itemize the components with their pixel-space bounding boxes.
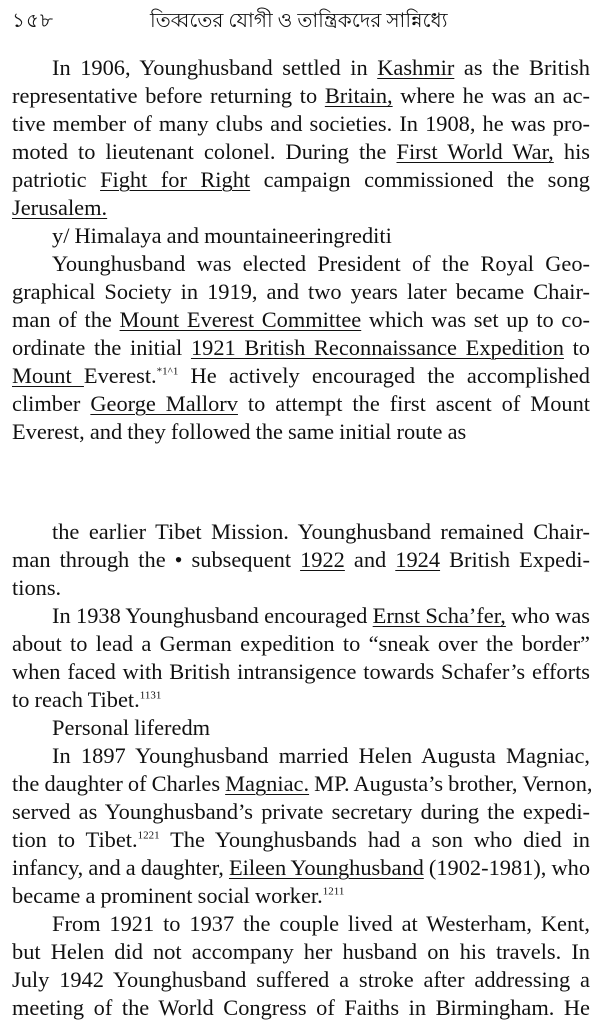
footnote-ref[interactable]: 1221 — [137, 829, 160, 842]
text-line: man of the Mount Everest Committee which was set up to co- — [12, 307, 590, 332]
link-kashmir[interactable]: Kashmir — [377, 55, 455, 80]
link-1921-expedition[interactable]: 1921 British Reconnaissance Expedition — [190, 335, 564, 360]
text-line: representative before returning to Britain, where he was an ac- — [12, 83, 591, 108]
link-1922[interactable]: 1922 — [300, 547, 345, 572]
text-line: From 1921 to 1937 the couple lived at Westerham, Kent, — [52, 911, 590, 936]
text-line: became a prominent social worker.$^{1211}$ — [12, 883, 345, 908]
text-line: Younghusband was elected President of the Royal Geo- — [52, 251, 590, 276]
text-line: about to lead a German expedition to “sneak over the border” — [12, 631, 590, 656]
text-line: Everest, and they followed the same initial route as — [12, 419, 467, 444]
text-line: ordinate the initial 1921 British Reconnaissance Expedition to — [12, 335, 590, 360]
link-mount-everest[interactable]: Mount — [12, 363, 84, 388]
link-jerusalem[interactable]: Jerusalem. — [12, 195, 108, 220]
text-line: tions. — [12, 575, 62, 600]
section-heading: Personal liferedm — [52, 715, 211, 740]
link-first-world-war[interactable]: First World War, — [396, 139, 554, 164]
text-line: man through the • subsequent 1922 and 1924 British Expedi- — [12, 547, 590, 572]
link-britain[interactable]: Britain, — [324, 83, 393, 108]
text-line: patriotic Fight for Right campaign commissioned the song — [12, 167, 590, 192]
page-number: ১৫৮ — [12, 10, 54, 32]
footnote-ref[interactable]: 1211 — [322, 885, 345, 898]
text-line: moted to lieutenant colonel. During the First World War, his — [12, 139, 590, 164]
text-line: the daughter of Charles Magniac. MP. Augusta’s brother, Vernon, — [12, 771, 593, 796]
body-text-top — [12, 54, 590, 446]
footnote-ref[interactable]: *1^1 — [156, 365, 179, 378]
text-line: In 1938 Younghusband encouraged Ernst Scha’fer, who was — [52, 603, 591, 628]
text-line: In 1897 Younghusband married Helen Augusta Magniac, — [52, 743, 590, 768]
text-line: meeting of the World Congress of Faiths in Birmingham. He — [12, 995, 590, 1020]
text-line: the earlier Tibet Mission. Younghusband remained Chair- — [52, 519, 590, 544]
body-text-bottom — [12, 518, 593, 1022]
link-ernst-schafer[interactable]: Ernst Scha’fer, — [372, 603, 506, 628]
section-heading: y/ Himalaya and mountaineeringrediti — [52, 223, 392, 248]
text-line: In 1906, Younghusband settled in Kashmir as the British — [52, 55, 590, 80]
link-eileen-younghusband[interactable]: Eileen Younghusband — [228, 855, 424, 880]
link-magniac[interactable]: Magniac. — [225, 771, 310, 796]
text-line: climber George Mallorv to attempt the first ascent of Mount — [12, 391, 591, 416]
text-line: to reach Tibet.$^{1131}$ — [12, 687, 162, 712]
link-george-mallory[interactable]: George Mallorv — [90, 391, 238, 416]
text-line: July 1942 Younghusband suffered a stroke after addressing a — [12, 967, 590, 992]
text-line: infancy, and a daughter, Eileen Younghusband (1902-1981), who — [12, 855, 591, 880]
text-line — [12, 194, 590, 222]
link-mount-everest-committee[interactable]: Mount Everest Committee — [119, 307, 362, 332]
text-line: graphical Society in 1919, and two years later became Chair- — [12, 279, 590, 304]
link-fight-for-right[interactable]: Fight for Right — [100, 167, 251, 192]
text-line: Mount Everest.$^{*1\^{}1}$ He actively encouraged the accomplished — [12, 363, 590, 388]
text-line: but Helen did not accompany her husband on his travels. In — [12, 939, 590, 964]
running-title: তিব্বতের যোগী ও তান্ত্রিকদের সান্নিধ্যে — [150, 10, 448, 32]
text-line: tive member of many clubs and societies. In 1908, he was pro- — [12, 111, 590, 136]
page-header — [12, 4, 588, 38]
text-line: tion to Tibet.$^{1221}$ The Younghusbands had a son who died in — [12, 827, 590, 852]
text-line: served as Younghusband’s private secretary during the expedi- — [12, 799, 590, 824]
text-line: when faced with British intransigence towards Schafer’s efforts — [12, 659, 590, 684]
footnote-ref[interactable]: 1131 — [139, 689, 162, 702]
link-1924[interactable]: 1924 — [395, 547, 441, 572]
